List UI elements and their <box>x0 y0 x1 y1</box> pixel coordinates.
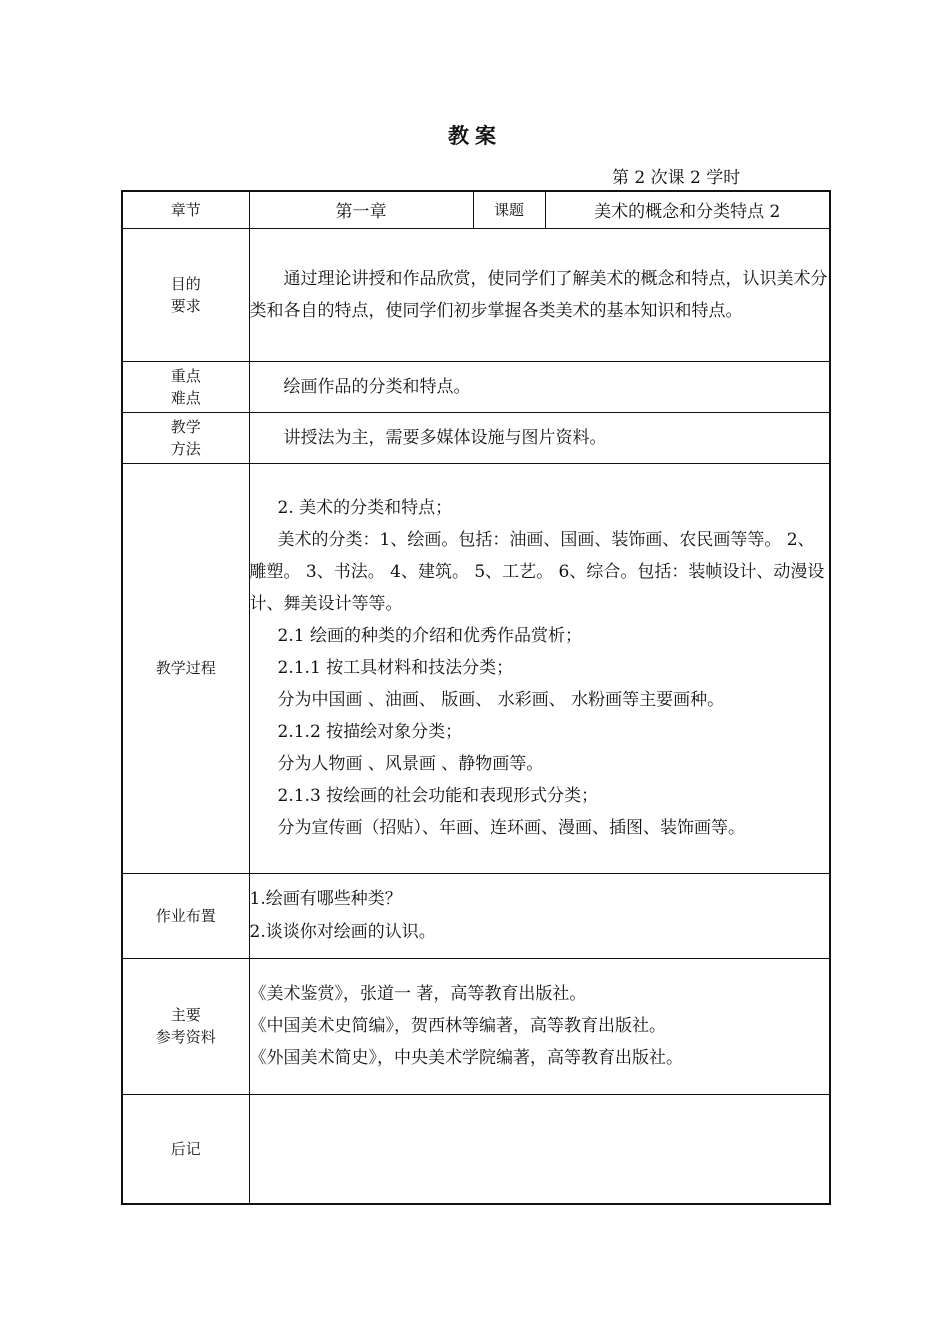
references-label-line1: 主要 <box>170 1006 201 1024</box>
process-line: 2.1.3 按绘画的社会功能和表现形式分类； <box>277 786 599 806</box>
references-row <box>122 958 830 1094</box>
topic-value: 美术的概念和分类特点 2 <box>545 191 830 228</box>
document-title: 教案 <box>448 123 502 148</box>
postscript-content <box>249 1094 830 1204</box>
topic-label: 课题 <box>473 191 545 228</box>
process-line: 2.1.1 按工具材料和技法分类； <box>277 658 514 678</box>
process-content <box>249 463 830 873</box>
process-line: 分为中国画 、油画、 版画、 水彩画、 水粉画等主要画种。 <box>277 690 725 710</box>
method-label-line2: 方法 <box>170 439 201 458</box>
process-line: 分为人物画 、风景画 、静物画等。 <box>277 754 544 774</box>
process-row <box>122 463 830 873</box>
lesson-plan-table <box>121 190 831 1205</box>
reference-item: 《美术鉴赏》，张道一 著，高等教育出版社。 <box>249 984 587 1004</box>
method-content <box>249 412 830 463</box>
homework-item: 2.谈谈你对绘画的认识。 <box>249 921 436 942</box>
key-points-label-line2: 难点 <box>170 388 201 407</box>
chapter-value: 第一章 <box>249 191 473 228</box>
objectives-row <box>122 228 830 361</box>
key-points-label-line1: 重点 <box>170 366 201 385</box>
homework-label: 作业布置 <box>122 873 249 958</box>
homework-row <box>122 873 830 958</box>
process-label: 教学过程 <box>122 463 249 873</box>
process-line: 2.1.2 按描绘对象分类； <box>277 722 463 742</box>
chapter-label: 章节 <box>122 191 249 228</box>
homework-content <box>249 873 830 958</box>
objectives-text: 通过理论讲授和作品欣赏，使同学们了解美术的概念和特点，认识美术分类和各自的特点，使同学们初步掌握各类美术的基本知识和特点。 <box>249 268 828 321</box>
postscript-label: 后记 <box>122 1094 249 1204</box>
key-points-label <box>122 361 249 412</box>
process-line: 美术的分类：1、绘画。包括：油画、国画、装饰画、农民画等等。 2、雕塑。 3、书法。 4、建筑。 5、工艺。 6、综合。包括：装帧设计、动漫设计、舞美设计等等。 <box>249 530 825 614</box>
process-line: 2.1 绘画的种类的介绍和优秀作品赏析； <box>277 626 582 646</box>
homework-item: 1.绘画有哪些种类？ <box>249 888 402 909</box>
postscript-row <box>122 1094 830 1204</box>
header-row <box>122 191 830 228</box>
objectives-label-line1: 目的 <box>170 274 201 293</box>
process-line: 2. 美术的分类和特点； <box>277 498 453 518</box>
method-text: 讲授法为主，需要多媒体设施与图片资料。 <box>283 427 607 448</box>
reference-item: 《中国美术史简编》，贺西林等编著，高等教育出版社。 <box>249 1016 666 1036</box>
key-points-text: 绘画作品的分类和特点。 <box>283 376 471 397</box>
key-points-row <box>122 361 830 412</box>
objectives-label <box>122 228 249 361</box>
session-info: 第 2 次课 2 学时 <box>612 168 741 188</box>
references-content <box>249 958 830 1094</box>
objectives-label-line2: 要求 <box>170 296 201 315</box>
key-points-content <box>249 361 830 412</box>
reference-item: 《外国美术简史》，中央美术学院编著，高等教育出版社。 <box>249 1048 683 1068</box>
objectives-content <box>249 228 830 361</box>
references-label <box>122 958 249 1094</box>
references-label-line2: 参考资料 <box>155 1028 216 1046</box>
process-line: 分为宣传画（招贴）、年画、连环画、漫画、插图、装饰画等。 <box>277 818 745 838</box>
method-label-line1: 教学 <box>170 417 201 436</box>
method-label <box>122 412 249 463</box>
method-row <box>122 412 830 463</box>
